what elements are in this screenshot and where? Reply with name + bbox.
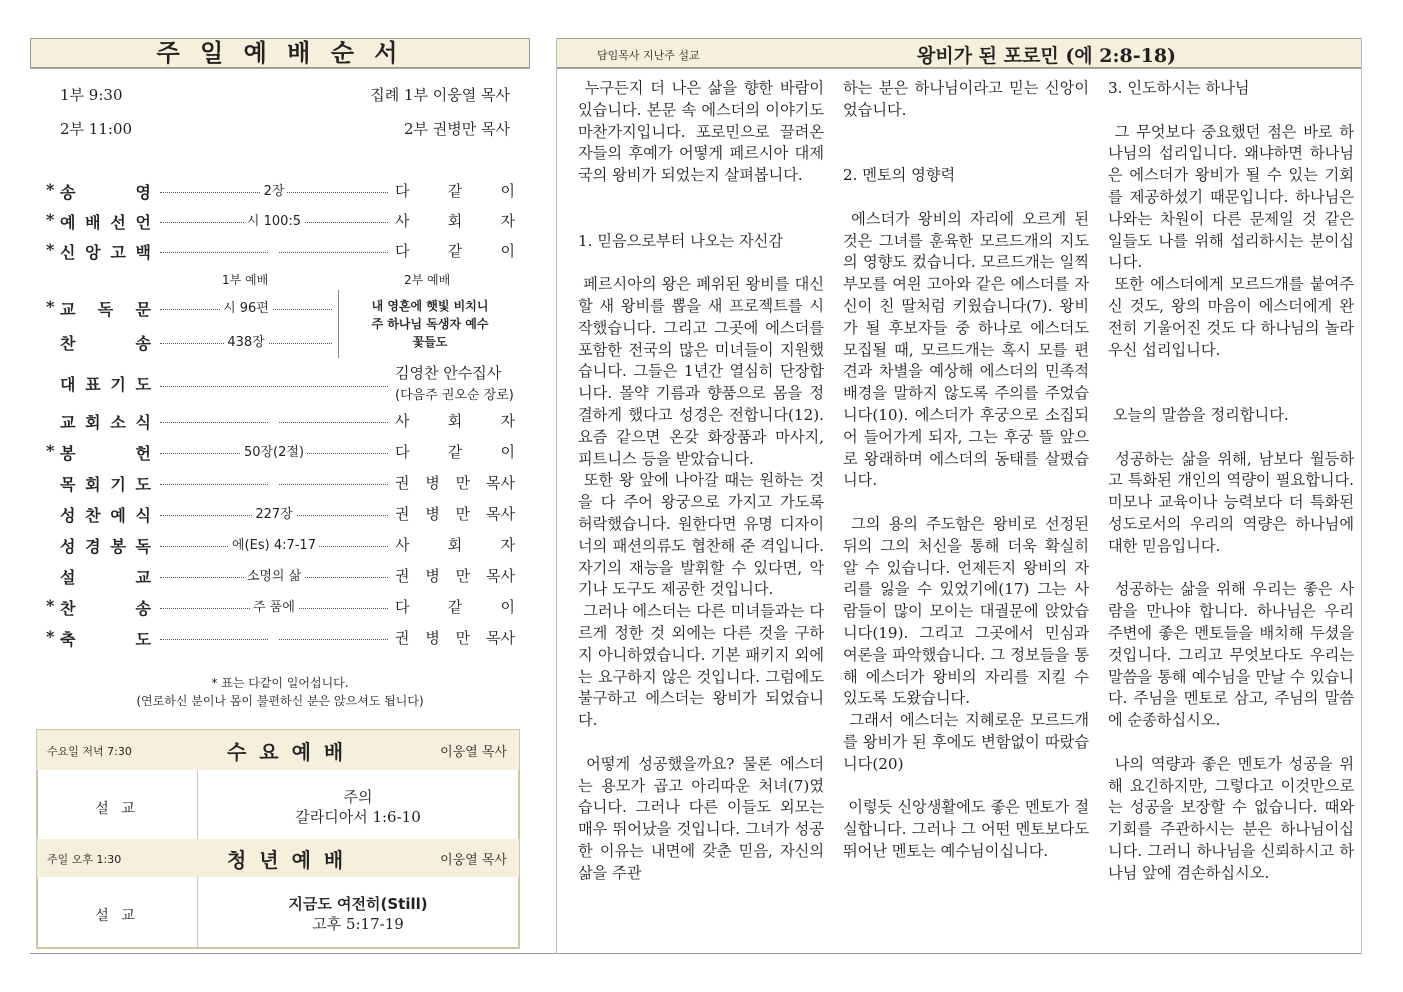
dot-leader (160, 386, 388, 387)
sermon-paragraph (1108, 361, 1354, 383)
required-star (46, 472, 53, 491)
presider-2: 2부 권병만 목사 (403, 120, 510, 138)
sermon-paragraph: 성공하는 삶을 위해, 남보다 월등하고 특화된 개인의 역량이 필요합니다. 미모나 교육이나 능력보다 더 특화된 성도로서의 우리의 역량은 하나님에 대한 믿음입니다. (1108, 449, 1359, 555)
wednesday-pastor: 이웅열 목사 (440, 745, 507, 760)
sermon-paragraph: 3. 인도하시는 하나님 (1108, 79, 1250, 97)
order-leader: 사 회 자 (395, 212, 515, 230)
order-leader: 권 병 만 목사 (395, 567, 515, 585)
sermon-paragraph: 오늘의 말씀을 정리합니다. (1108, 405, 1289, 424)
required-star (46, 534, 53, 553)
sermon-paragraph (843, 776, 1089, 798)
sermon-column-1 (578, 78, 829, 884)
order-row (44, 627, 519, 651)
order-row (44, 565, 519, 589)
required-star: * (46, 180, 56, 199)
sermon-paragraph (1108, 427, 1354, 449)
sermon-paragraph: 그래서 에스더는 지혜로운 모르드개를 왕비가 된 후에도 변함없이 따랐습니다(20) (843, 711, 1089, 773)
order-detail: 시 96편 (220, 301, 272, 316)
order-label: 송 영 (60, 183, 152, 202)
youth-title: 청 년 예 배 (227, 848, 347, 872)
sermon-paragraph: 어떻게 성공했을까요? 물론 에스더는 용모가 곱고 아리따운 처녀(7)였습니다. 그러나 다른 이들도 외모는 매우 뛰어났을 것입니다. 그녀가 성공한 이유는 내면에 갖춘 믿음, 자신의 삶을 주관 (578, 754, 829, 882)
sermon-paragraph (578, 187, 824, 209)
hymn-lyrics-note: 내 영혼에 햇빛 비치니 주 하나님 독생자 예수 꽃들도 (371, 299, 489, 349)
sermon-paragraph: 그 무엇보다 중요했던 점은 바로 하나님의 섭리입니다. 왜냐하면 하나님은 에스더가 왕비가 될 수 있는 기회를 제공하셨기 때문입니다. 하나님은 나와는 차원이 다른 문제일 것 같은 일들도 나를 위해 섭리하시는 분이십니다. (1108, 122, 1359, 272)
sermon-paragraph: 누구든지 더 나은 삶을 향한 바람이 있습니다. 본문 속 에스더의 이야기도 마찬가지입니다. 포로민으로 끌려온 자들의 후예가 어떻게 페르시아 대제국의 왕비가 되었는지 살펴봅니다. (578, 79, 829, 185)
required-star: * (46, 210, 56, 229)
order-leader: 권 병 만 목사 (395, 629, 515, 647)
order-label: 성 찬 예 식 (60, 506, 152, 525)
order-detail (269, 472, 279, 487)
worship-order-title: 주 일 예 배 순 서 (156, 38, 404, 67)
order-row (44, 534, 519, 558)
sermon-header (556, 38, 1362, 68)
order-label: 예 배 선 언 (60, 213, 152, 232)
sermon-paragraph (1108, 100, 1354, 122)
sermon-paragraph (1108, 558, 1354, 580)
order-label: 찬 송 (60, 334, 152, 353)
sermon-paragraph: 이렇듯 신앙생활에도 좋은 멘토가 절실합니다. 그러나 그 어떤 멘토보다도 뛰어난 멘토는 예수님이십니다. (843, 798, 1094, 860)
sermon-paragraph (843, 143, 1089, 165)
order-detail: 주 품에 (250, 600, 298, 615)
order-label: 봉 헌 (60, 444, 152, 463)
order-detail: 2장 (261, 184, 288, 199)
sermon-paragraph (578, 209, 824, 231)
panel-border (1361, 38, 1362, 954)
order-leader: 다 같 이 (395, 598, 515, 616)
order-row (44, 410, 519, 434)
panel-border (556, 38, 557, 954)
bottom-rule (30, 953, 1362, 954)
sermon-paragraph: 또한 에스더에게 모르드개를 붙여주신 것도, 왕의 마음이 에스더에게 완전히 기울어진 것도 다 하나님의 놀라우신 섭리입니다. (1108, 275, 1354, 359)
service-2-label: 2부 예배 (404, 273, 451, 287)
sermon-paragraph: 나의 역량과 좋은 멘토가 성공을 위해 요긴하지만, 그렇다고 이것만으로는 성공을 보장할 수 없습니다. 때와 기회를 주관하시는 분은 하나님이십니다. 그러니 하나님을 신뢰하시고 하나님 앞에 겸손하십시오. (1108, 754, 1359, 882)
standing-note: * 표는 다같이 일어섭니다. (211, 676, 349, 690)
sermon-column-2 (843, 78, 1094, 863)
sermon-paragraph: 하는 분은 하나님이라고 믿는 신앙이었습니다. (843, 79, 1089, 119)
order-label: 축 도 (60, 630, 152, 649)
sermon-paragraph (843, 187, 1089, 209)
order-leader: 사 회 자 (395, 536, 515, 554)
wednesday-header (37, 730, 519, 770)
wednesday-scripture: 갈라디아서 1:6-10 (295, 808, 421, 826)
sermon-paragraph: 또한 왕 앞에 나아갈 때는 원하는 것을 다 주어 왕궁으로 가지고 가도록 허락했습니다. 원한다면 유명 디자이너의 패션의류도 협찬해 준 격입니다. 자기의 재능을 발휘할 수 있다면, 악기나 도구도 제공한 것입니다. (578, 471, 829, 599)
sermon-paragraph (578, 252, 824, 274)
order-row (44, 441, 519, 465)
order-row (44, 210, 519, 234)
wednesday-sermon-title: 주의 (343, 788, 373, 806)
order-row (44, 180, 519, 204)
divider (30, 68, 530, 69)
seated-note: (연로하신 분이나 몸이 불편하신 분은 앉으셔도 됩니다) (136, 694, 424, 708)
order-leader: 권 병 만 목사 (395, 505, 515, 523)
prayer-label: 대 표 기 도 (60, 375, 152, 394)
divider (556, 68, 1362, 69)
order-label: 목 회 기 도 (60, 475, 152, 494)
required-star (46, 410, 53, 429)
order-leader: 다 같 이 (395, 242, 515, 260)
required-star: * (46, 596, 56, 615)
order-detail (269, 627, 279, 642)
required-star: * (46, 240, 56, 259)
order-leader: 다 같 이 (395, 443, 515, 461)
youth-time: 주일 오후 1:30 (47, 853, 122, 866)
split-divider (338, 290, 339, 358)
youth-sermon-title: 지금도 여전히(Still) (288, 895, 428, 913)
youth-row-label: 설 교 (95, 908, 139, 924)
required-star: * (46, 627, 56, 646)
order-detail: 227장 (252, 507, 295, 522)
order-label: 신 앙 고 백 (60, 243, 152, 262)
sermon-paragraph (578, 732, 824, 754)
order-detail: 시 100:5 (244, 214, 304, 229)
order-detail: 소명의 삶 (244, 569, 304, 584)
sermon-paragraph: 에스더가 왕비의 자리에 오르게 된 것은 그녀를 훈육한 모르드개의 지도의 영향도 컸습니다. 모르드개는 일찍 부모를 여읜 고아와 같은 에스더를 자신이 친 딸처럼 키웠습니다(7). 왕비가 될 후보자들 중 하나로 에스더도 모집될 때, 모르드개는 혹시 모를 편견과 차별을 예상해 에스더의 민족적 배경을 말하지 않도록 주의를 주었습니다(10). 에스더가 후궁으로 소집되어 들어가게 되자, 그는 후궁 뜰 앞으로 왕래하며 에스더의 동태를 살폈습니다. (843, 209, 1094, 490)
required-star (46, 331, 53, 350)
youth-header (37, 839, 519, 877)
order-detail: 에(Es) 4:7-17 (229, 538, 319, 553)
order-detail: 50장(2절) (241, 445, 307, 460)
order-row (44, 240, 519, 264)
required-star (46, 565, 53, 584)
service-1-label: 1부 예배 (222, 273, 269, 287)
wednesday-row-label: 설 교 (95, 801, 139, 817)
sermon-paragraph: 그의 용의 주도함은 왕비로 선정된 뒤의 그의 처신을 통해 더욱 확실히 알 수 있습니다. 언제든지 왕비의 자리를 잃을 수 있었기에(17) 그는 사람들이 많이 모이는 대궐문에 앉았습니다(19). 그리고 그곳에서 민심과 여론을 파악했습니다. 그 정보들을 통해 에스더가 왕비의 자리를 지킬 수 있도록 도왔습니다. (843, 514, 1094, 708)
sermon-paragraph: 2. 멘토의 영향력 (843, 166, 956, 185)
order-leader: 사 회 자 (395, 412, 515, 430)
sermon-paragraph: 1. 믿음으로부터 나오는 자신감 (578, 231, 784, 250)
presider-1: 집례 1부 이웅열 목사 (370, 86, 510, 104)
worship-order-header (30, 38, 530, 68)
order-detail: 438장 (224, 335, 267, 350)
wednesday-time: 수요일 저녁 7:30 (47, 745, 132, 758)
order-detail (269, 410, 279, 425)
required-star: * (46, 297, 56, 316)
order-leader: 권 병 만 목사 (395, 474, 515, 492)
service-time-2: 2부 11:00 (60, 120, 133, 138)
required-star: * (46, 441, 56, 460)
service-time-1: 1부 9:30 (60, 86, 123, 104)
order-leader: 다 같 이 (395, 182, 515, 200)
prayer-leader: 김영찬 안수집사 (395, 364, 502, 382)
order-row (44, 472, 519, 496)
order-detail (269, 240, 279, 255)
sermon-paragraph (1108, 383, 1354, 405)
sermon-title: 왕비가 된 포로민 (에 2:8-18) (917, 45, 1177, 67)
order-label: 설 교 (60, 568, 152, 587)
sermon-paragraph: 성공하는 삶을 위해 우리는 좋은 사람을 만나야 합니다. 하나님은 우리 주변에 좋은 멘토들을 배치해 두셨을 것입니다. 그리고 무엇보다도 우리는 말씀을 통해 예수님을 만날 수 있습니다. 주님을 멘토로 삼고, 주님의 말씀에 순종하십시오. (1108, 580, 1359, 730)
order-label: 찬 송 (60, 599, 152, 618)
youth-pastor: 이웅열 목사 (440, 853, 507, 868)
required-star (46, 503, 53, 522)
sermon-column-3 (1108, 78, 1359, 884)
youth-scripture: 고후 5:17-19 (312, 915, 404, 933)
order-label: 교 회 소 식 (60, 413, 152, 432)
sermon-paragraph (1108, 732, 1354, 754)
sermon-tag: 담임목사 지난주 설교 (597, 49, 700, 62)
order-label: 성 경 봉 독 (60, 537, 152, 556)
order-row (44, 503, 519, 527)
wednesday-title: 수 요 예 배 (227, 740, 347, 764)
sermon-paragraph: 그러나 에스더는 다른 미녀들과는 다르게 정한 것 외에는 다른 것을 구하지 아니하였습니다. 기본 패키지 외에는 요구하지 않은 것입니다. 그럼에도 불구하고 에스더는 왕비가 되었습니다. (578, 602, 829, 730)
order-row (44, 596, 519, 620)
order-label: 교 독 문 (60, 300, 152, 319)
prayer-next: (다음주 권오순 장로) (395, 388, 514, 403)
sermon-paragraph (843, 122, 1089, 144)
sermon-paragraph (843, 492, 1089, 514)
sermon-paragraph: 페르시아의 왕은 폐위된 왕비를 대신할 새 왕비를 뽑을 새 프로젝트를 시작했습니다. 그리고 그곳에 에스더를 포함한 전국의 많은 미녀들이 지원했습니다. 그들은 1년간 열심히 단장합니다. 몰약 기름과 향품으로 몸을 정결하게 했다고 성경은 전합니다(12). 요즘 같으면 온갖 화장품과 마사지, 피트니스 등을 받았습니다. (578, 275, 829, 468)
